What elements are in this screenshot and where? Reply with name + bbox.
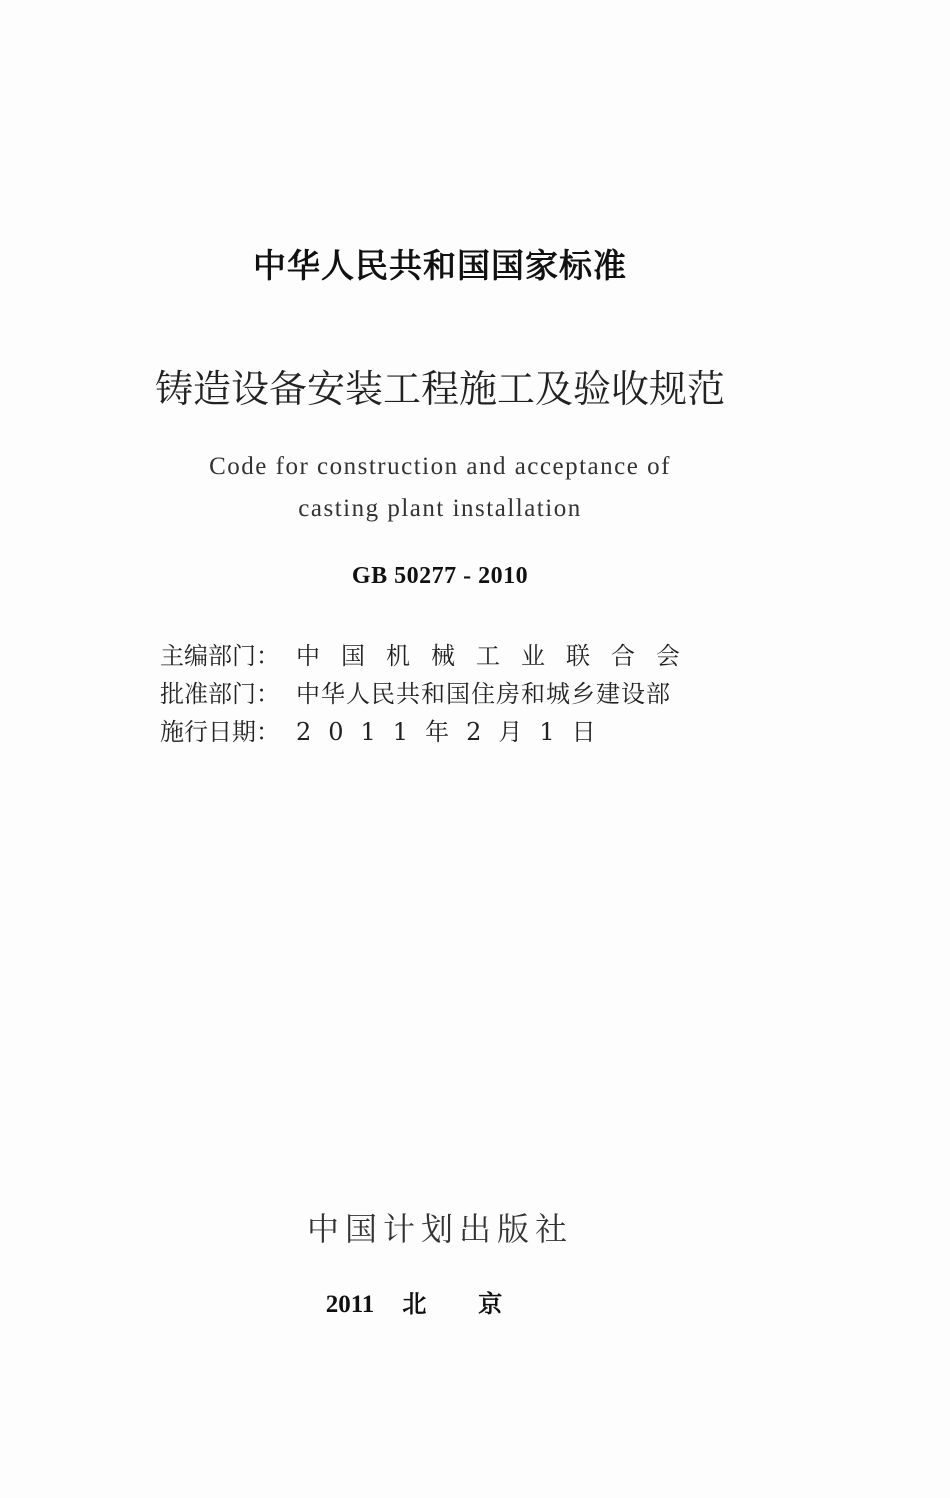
imprint-city: 北京	[402, 1290, 555, 1318]
english-title-line-1: Code for construction and acceptance of	[209, 453, 671, 480]
imprint	[0, 1284, 880, 1319]
english-title-line-2: casting plant installation	[298, 495, 582, 522]
approver-value: 中华人民共和国住房和城乡建设部	[296, 679, 671, 708]
imprint-year: 2011	[325, 1291, 375, 1318]
editor-row	[160, 634, 740, 672]
english-title	[0, 446, 880, 530]
effective-date-label: 施行日期：	[160, 717, 280, 746]
effective-date-value: 2011年2月1日	[296, 717, 613, 746]
approver-row	[160, 672, 740, 710]
series-title: 中华人民共和国国家标准	[253, 246, 627, 285]
effective-date-row	[160, 710, 740, 748]
approver-label: 批准部门：	[160, 679, 280, 708]
publisher-name: 中国计划出版社	[306, 1210, 573, 1248]
main-title: 铸造设备安装工程施工及验收规范	[154, 367, 725, 411]
info-block	[160, 634, 740, 748]
editor-value: 中国机械工业联合会	[296, 641, 701, 670]
editor-label: 主编部门：	[160, 641, 280, 670]
standard-code-number: GB 50277 - 2010	[351, 563, 529, 589]
